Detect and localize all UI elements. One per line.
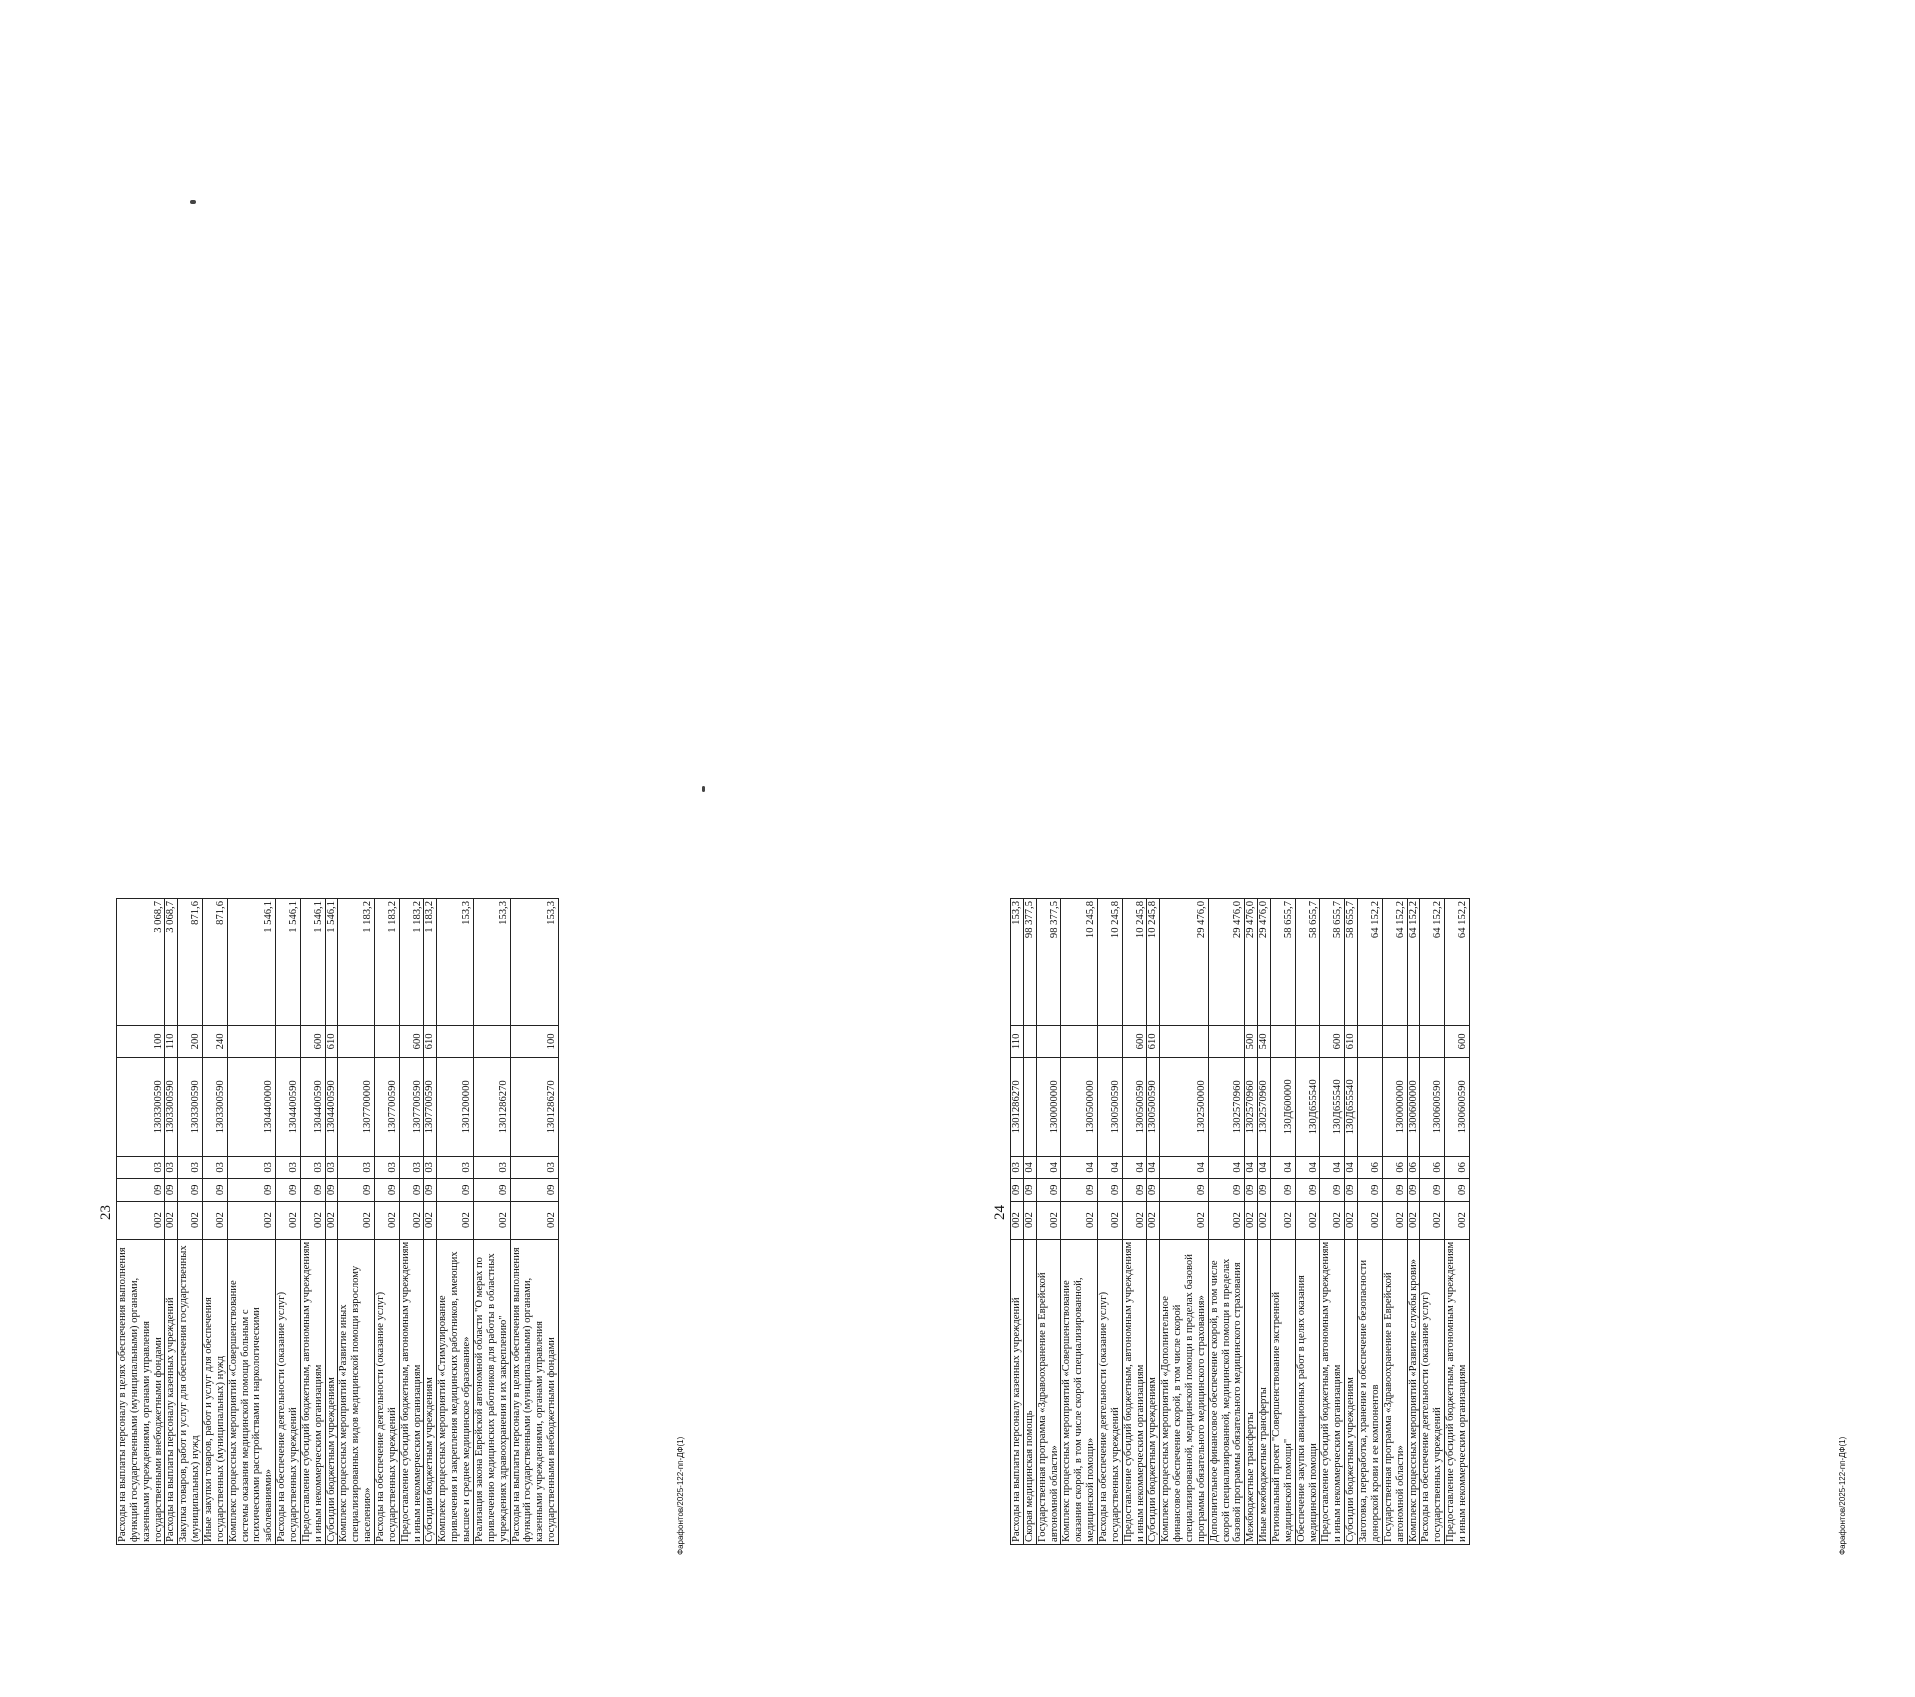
row-glava-cell: 002 (375, 1201, 400, 1239)
row-podrazdel-cell: 04 (1245, 1156, 1258, 1179)
row-celevaya-statya-cell: 1304400590 (300, 1058, 325, 1157)
row-celevaya-statya-cell: 1300600590 (1445, 1058, 1470, 1157)
row-glava-cell: 002 (1011, 1201, 1024, 1239)
row-sum-cell: 58 655,7 (1345, 899, 1358, 1026)
table-row (1147, 899, 1160, 1545)
row-podrazdel-cell: 04 (1258, 1156, 1271, 1179)
row-sum-cell: 98 377,5 (1036, 899, 1061, 1026)
row-glava-cell: 002 (1358, 1201, 1383, 1239)
row-podrazdel-cell: 03 (325, 1156, 338, 1179)
row-podrazdel-cell: 03 (424, 1156, 437, 1179)
row-vid-rashodov-cell (437, 1025, 474, 1057)
row-podrazdel-cell: 03 (375, 1156, 400, 1179)
row-vid-rashodov-cell: 110 (1011, 1025, 1024, 1057)
table-row (1245, 899, 1258, 1545)
row-glava-cell: 002 (227, 1201, 275, 1239)
row-sum-cell: 64 152,2 (1445, 899, 1470, 1026)
row-podrazdel-cell: 04 (1208, 1156, 1245, 1179)
table-row (1036, 899, 1061, 1545)
table-row (437, 899, 474, 1545)
row-podrazdel-cell: 03 (510, 1156, 558, 1179)
row-sum-cell: 64 152,2 (1420, 899, 1445, 1026)
row-glava-cell: 002 (1147, 1201, 1160, 1239)
row-podrazdel-cell: 04 (1160, 1156, 1208, 1179)
row-razdel-cell: 09 (178, 1179, 203, 1202)
row-sum-cell: 1 546,1 (325, 899, 338, 1026)
row-name-cell: Расходы на выплаты персоналу в целях обеспечения выполнения функций государственными (муниципальными) органами, казенными учреждениями, органами управления государственными внебюджетными фондами (510, 1239, 558, 1544)
row-name-cell: Расходы на обеспечение деятельности (оказание услуг) государственных учреждений (276, 1239, 301, 1544)
row-razdel-cell: 09 (276, 1179, 301, 1202)
row-razdel-cell: 09 (1258, 1179, 1271, 1202)
row-razdel-cell: 09 (1122, 1179, 1147, 1202)
row-glava-cell: 002 (203, 1201, 228, 1239)
row-name-cell: Межбюджетные трансферты (1245, 1239, 1258, 1544)
row-sum-cell: 871,6 (203, 899, 228, 1026)
row-celevaya-statya-cell: 1301286270 (473, 1058, 510, 1157)
row-celevaya-statya-cell: 1301286270 (1011, 1058, 1024, 1157)
row-razdel-cell: 09 (1036, 1179, 1061, 1202)
row-podrazdel-cell: 04 (1036, 1156, 1061, 1179)
document-page-24 (992, 895, 1915, 1555)
row-celevaya-statya-cell: 1300600590 (1420, 1058, 1445, 1157)
table-row (375, 899, 400, 1545)
table-row (1345, 899, 1358, 1545)
document-footer-code: Фарафонтов/2025-122-пп-ДФ(1) (676, 1436, 685, 1555)
row-razdel-cell: 09 (1245, 1179, 1258, 1202)
row-glava-cell: 002 (178, 1201, 203, 1239)
table-row (300, 899, 325, 1545)
scan-speck (190, 200, 196, 204)
row-sum-cell: 153,3 (473, 899, 510, 1026)
row-glava-cell: 002 (1271, 1201, 1296, 1239)
row-sum-cell: 3 068,7 (117, 899, 165, 1026)
row-name-cell: Дополнительное финансовое обеспечение скорой, в том числе скорой специализированной, медицинской помощи в пределах базовой программы обязательного медицинского страхования (1208, 1239, 1245, 1544)
row-razdel-cell: 09 (375, 1179, 400, 1202)
row-podrazdel-cell: 03 (117, 1156, 165, 1179)
table-row (1420, 899, 1445, 1545)
row-sum-cell: 29 476,0 (1258, 899, 1271, 1026)
row-glava-cell: 002 (165, 1201, 178, 1239)
table-row (473, 899, 510, 1545)
row-sum-cell: 153,3 (510, 899, 558, 1026)
row-razdel-cell: 09 (1407, 1179, 1420, 1202)
row-vid-rashodov-cell (1036, 1025, 1061, 1057)
budget-table-body (117, 899, 559, 1545)
row-podrazdel-cell: 03 (227, 1156, 275, 1179)
row-podrazdel-cell: 06 (1382, 1156, 1407, 1179)
row-celevaya-statya-cell: 1300500590 (1098, 1058, 1123, 1157)
row-sum-cell: 153,3 (1011, 899, 1024, 1026)
row-razdel-cell: 09 (1160, 1179, 1208, 1202)
row-razdel-cell: 09 (1382, 1179, 1407, 1202)
row-sum-cell: 871,6 (178, 899, 203, 1026)
row-celevaya-statya-cell: 1304400590 (325, 1058, 338, 1157)
row-celevaya-statya-cell: 1304400590 (276, 1058, 301, 1157)
row-podrazdel-cell: 03 (276, 1156, 301, 1179)
row-razdel-cell: 09 (1011, 1179, 1024, 1202)
row-name-cell: Предоставление субсидий бюджетным, автономным учреждениям и иным некоммерческим организациям (1445, 1239, 1470, 1544)
row-name-cell: Комплекс процессных мероприятий «Дополнительное финансовое обеспечение скорой, в том числе скорой специализированной, медицинской помощи в пределах базовой программы обязательного медицинского страхования» (1160, 1239, 1208, 1544)
row-vid-rashodov-cell: 600 (399, 1025, 424, 1057)
row-sum-cell: 29 476,0 (1208, 899, 1245, 1026)
row-podrazdel-cell: 06 (1407, 1156, 1420, 1179)
row-name-cell: Предоставление субсидий бюджетным, автономным учреждениям и иным некоммерческим организациям (399, 1239, 424, 1544)
row-celevaya-statya-cell: 1300000000 (1036, 1058, 1061, 1157)
row-podrazdel-cell: 04 (1023, 1156, 1036, 1179)
row-podrazdel-cell: 03 (399, 1156, 424, 1179)
row-glava-cell: 002 (473, 1201, 510, 1239)
row-glava-cell: 002 (1036, 1201, 1061, 1239)
document-footer-code: Фарафонтов/2025-122-пп-ДФ(1) (1838, 1436, 1847, 1555)
table-row (424, 899, 437, 1545)
row-name-cell: Предоставление субсидий бюджетным, автономным учреждениям и иным некоммерческим организациям (1320, 1239, 1345, 1544)
row-vid-rashodov-cell: 600 (300, 1025, 325, 1057)
table-row (325, 899, 338, 1545)
row-razdel-cell: 09 (1147, 1179, 1160, 1202)
row-glava-cell: 002 (424, 1201, 437, 1239)
row-vid-rashodov-cell: 610 (325, 1025, 338, 1057)
budget-table (116, 898, 559, 1545)
row-glava-cell: 002 (1295, 1201, 1320, 1239)
row-glava-cell: 002 (1023, 1201, 1036, 1239)
row-celevaya-statya-cell: 1303300590 (203, 1058, 228, 1157)
row-name-cell: Расходы на обеспечение деятельности (оказание услуг) государственных учреждений (375, 1239, 400, 1544)
table-row (1445, 899, 1470, 1545)
row-name-cell: Расходы на обеспечение деятельности (оказание услуг) государственных учреждений (1098, 1239, 1123, 1544)
row-sum-cell: 29 476,0 (1160, 899, 1208, 1026)
row-name-cell: Комплекс процессных мероприятий «Стимулирование привлечения и закрепления медицинских работников, имеющих высшее и среднее медицинское образование» (437, 1239, 474, 1544)
row-celevaya-statya-cell (1023, 1058, 1036, 1157)
row-glava-cell: 002 (1420, 1201, 1445, 1239)
row-sum-cell: 3 068,7 (165, 899, 178, 1026)
page-number: 23 (98, 1205, 114, 1220)
row-name-cell: Субсидии бюджетным учреждениям (325, 1239, 338, 1544)
table-row (1407, 899, 1420, 1545)
table-row (1295, 899, 1320, 1545)
row-podrazdel-cell: 04 (1098, 1156, 1123, 1179)
table-row (1122, 899, 1147, 1545)
row-podrazdel-cell: 06 (1420, 1156, 1445, 1179)
row-podrazdel-cell: 06 (1445, 1156, 1470, 1179)
row-glava-cell: 002 (1258, 1201, 1271, 1239)
row-celevaya-statya-cell: 1307700590 (399, 1058, 424, 1157)
row-name-cell: Расходы на обеспечение деятельности (оказание услуг) государственных учреждений (1420, 1239, 1445, 1544)
row-razdel-cell: 09 (165, 1179, 178, 1202)
row-glava-cell: 002 (117, 1201, 165, 1239)
row-celevaya-statya-cell: 1304400000 (227, 1058, 275, 1157)
row-sum-cell: 1 183,2 (399, 899, 424, 1026)
row-glava-cell: 002 (1320, 1201, 1345, 1239)
row-vid-rashodov-cell (338, 1025, 375, 1057)
table-row (338, 899, 375, 1545)
row-glava-cell: 002 (399, 1201, 424, 1239)
row-vid-rashodov-cell (1382, 1025, 1407, 1057)
row-vid-rashodov-cell (1358, 1025, 1383, 1057)
table-row (1023, 899, 1036, 1545)
table-row (1382, 899, 1407, 1545)
row-razdel-cell: 09 (437, 1179, 474, 1202)
row-vid-rashodov-cell: 600 (1320, 1025, 1345, 1057)
row-celevaya-statya-cell: 1301286270 (510, 1058, 558, 1157)
row-razdel-cell: 09 (1023, 1179, 1036, 1202)
table-row (203, 899, 228, 1545)
row-name-cell: Закупка товаров, работ и услуг для обеспечения государственных (муниципальных) нужд (178, 1239, 203, 1544)
row-name-cell: Расходы на выплаты персоналу казенных учреждений (165, 1239, 178, 1544)
row-sum-cell: 1 546,1 (276, 899, 301, 1026)
row-name-cell: Расходы на выплаты персоналу в целях обеспечения выполнения функций государственными (муниципальными) органами, казенными учреждениями, органами управления государственными внебюджетными фондами (117, 1239, 165, 1544)
row-celevaya-statya-cell: 1302500000 (1160, 1058, 1208, 1157)
row-celevaya-statya-cell: 130Д655540 (1345, 1058, 1358, 1157)
row-sum-cell: 58 655,7 (1271, 899, 1296, 1026)
row-podrazdel-cell: 04 (1345, 1156, 1358, 1179)
row-vid-rashodov-cell (276, 1025, 301, 1057)
row-name-cell: Региональный проект "Совершенствование экстренной медицинской помощи" (1271, 1239, 1296, 1544)
row-name-cell: Государственная программа «Здравоохранение в Еврейской автономной области» (1036, 1239, 1061, 1544)
row-celevaya-statya-cell: 1302570960 (1208, 1058, 1245, 1157)
table-row (399, 899, 424, 1545)
row-sum-cell: 153,3 (437, 899, 474, 1026)
row-celevaya-statya-cell: 1307700590 (424, 1058, 437, 1157)
table-row (1160, 899, 1208, 1545)
page-number: 24 (992, 1205, 1008, 1220)
row-sum-cell: 64 152,2 (1358, 899, 1383, 1026)
row-glava-cell: 002 (300, 1201, 325, 1239)
row-sum-cell: 10 245,8 (1122, 899, 1147, 1026)
table-row (1061, 899, 1098, 1545)
row-vid-rashodov-cell: 600 (1122, 1025, 1147, 1057)
row-vid-rashodov-cell (1420, 1025, 1445, 1057)
row-name-cell: Государственная программа «Здравоохранение в Еврейской автономной области» (1382, 1239, 1407, 1544)
row-razdel-cell: 09 (424, 1179, 437, 1202)
row-name-cell: Обеспечение закупки авиационных работ в целях оказания медицинской помощи (1295, 1239, 1320, 1544)
row-celevaya-statya-cell: 130Д600000 (1271, 1058, 1296, 1157)
row-glava-cell: 002 (1061, 1201, 1098, 1239)
row-vid-rashodov-cell (1208, 1025, 1245, 1057)
row-sum-cell: 29 476,0 (1245, 899, 1258, 1026)
row-name-cell: Иные закупки товаров, работ и услуг для обеспечения государственных (муниципальных) нужд (203, 1239, 228, 1544)
row-podrazdel-cell: 03 (300, 1156, 325, 1179)
row-podrazdel-cell: 03 (437, 1156, 474, 1179)
document-page-23 (98, 895, 756, 1555)
row-vid-rashodov-cell (473, 1025, 510, 1057)
table-row (1011, 899, 1024, 1545)
row-vid-rashodov-cell: 100 (117, 1025, 165, 1057)
row-glava-cell: 002 (1122, 1201, 1147, 1239)
row-celevaya-statya-cell: 1307700000 (338, 1058, 375, 1157)
row-podrazdel-cell: 04 (1320, 1156, 1345, 1179)
row-podrazdel-cell: 03 (178, 1156, 203, 1179)
row-sum-cell: 58 655,7 (1320, 899, 1345, 1026)
row-razdel-cell: 09 (1208, 1179, 1245, 1202)
row-celevaya-statya-cell: 1301200000 (437, 1058, 474, 1157)
row-celevaya-statya-cell: 1300500590 (1122, 1058, 1147, 1157)
row-celevaya-statya-cell: 1307700590 (375, 1058, 400, 1157)
row-razdel-cell: 09 (1061, 1179, 1098, 1202)
budget-table-body (1011, 899, 1470, 1545)
row-sum-cell: 58 655,7 (1295, 899, 1320, 1026)
table-row (1258, 899, 1271, 1545)
row-glava-cell: 002 (1407, 1201, 1420, 1239)
row-name-cell: Предоставление субсидий бюджетным, автономным учреждениям и иным некоммерческим организациям (1122, 1239, 1147, 1544)
row-vid-rashodov-cell (1295, 1025, 1320, 1057)
scan-speck (702, 786, 705, 792)
row-celevaya-statya-cell: 1300000000 (1382, 1058, 1407, 1157)
row-glava-cell: 002 (1245, 1201, 1258, 1239)
row-sum-cell: 10 245,8 (1098, 899, 1123, 1026)
row-name-cell: Предоставление субсидий бюджетным, автономным учреждениям и иным некоммерческим организациям (300, 1239, 325, 1544)
row-razdel-cell: 09 (473, 1179, 510, 1202)
row-celevaya-statya-cell (1358, 1058, 1383, 1157)
row-celevaya-statya-cell: 1302570960 (1245, 1058, 1258, 1157)
row-vid-rashodov-cell: 100 (510, 1025, 558, 1057)
row-glava-cell: 002 (1345, 1201, 1358, 1239)
row-celevaya-statya-cell: 1303300590 (178, 1058, 203, 1157)
table-row (276, 899, 301, 1545)
row-sum-cell: 64 152,2 (1382, 899, 1407, 1026)
row-razdel-cell: 09 (117, 1179, 165, 1202)
row-name-cell: Субсидии бюджетным учреждениям (1147, 1239, 1160, 1544)
row-sum-cell: 1 183,2 (338, 899, 375, 1026)
row-sum-cell: 1 546,1 (227, 899, 275, 1026)
row-name-cell: Скорая медицинская помощь (1023, 1239, 1036, 1544)
row-vid-rashodov-cell (1098, 1025, 1123, 1057)
row-vid-rashodov-cell (1023, 1025, 1036, 1057)
row-name-cell: Комплекс процессных мероприятий «Совершенствование системы оказания медицинской помощи больным с психическими расстройствами и наркологическими заболеваниями» (227, 1239, 275, 1544)
table-row (117, 899, 165, 1545)
row-podrazdel-cell: 06 (1358, 1156, 1383, 1179)
row-vid-rashodov-cell (1407, 1025, 1420, 1057)
row-podrazdel-cell: 04 (1061, 1156, 1098, 1179)
row-podrazdel-cell: 03 (1011, 1156, 1024, 1179)
row-name-cell: Субсидии бюджетным учреждениям (1345, 1239, 1358, 1544)
table-row (1098, 899, 1123, 1545)
row-glava-cell: 002 (1160, 1201, 1208, 1239)
row-celevaya-statya-cell: 1300500000 (1061, 1058, 1098, 1157)
row-sum-cell: 1 183,2 (375, 899, 400, 1026)
row-sum-cell: 64 152,2 (1407, 899, 1420, 1026)
row-glava-cell: 002 (1445, 1201, 1470, 1239)
row-glava-cell: 002 (1208, 1201, 1245, 1239)
row-razdel-cell: 09 (300, 1179, 325, 1202)
row-sum-cell: 1 183,2 (424, 899, 437, 1026)
row-name-cell: Иные межбюджетные трансферты (1258, 1239, 1271, 1544)
row-name-cell: Комплекс процессных мероприятий «Развитие иных специализированных видов медицинской помощи взрослому населению» (338, 1239, 375, 1544)
row-celevaya-statya-cell: 1302570960 (1258, 1058, 1271, 1157)
row-vid-rashodov-cell: 200 (178, 1025, 203, 1057)
row-razdel-cell: 09 (1271, 1179, 1296, 1202)
row-name-cell: Комплекс процессных мероприятий «Совершенствование оказания скорой, в том числе скорой специализированной, медицинской помощи» (1061, 1239, 1098, 1544)
row-name-cell: Комплекс процессных мероприятий «Развитие службы крови» (1407, 1239, 1420, 1544)
row-vid-rashodov-cell: 600 (1445, 1025, 1470, 1057)
row-razdel-cell: 09 (227, 1179, 275, 1202)
row-razdel-cell: 09 (1358, 1179, 1383, 1202)
row-celevaya-statya-cell: 130Д655540 (1295, 1058, 1320, 1157)
row-sum-cell: 10 245,8 (1147, 899, 1160, 1026)
row-name-cell: Расходы на выплаты персоналу казенных учреждений (1011, 1239, 1024, 1544)
row-podrazdel-cell: 04 (1122, 1156, 1147, 1179)
row-glava-cell: 002 (325, 1201, 338, 1239)
row-glava-cell: 002 (1098, 1201, 1123, 1239)
row-podrazdel-cell: 03 (473, 1156, 510, 1179)
row-vid-rashodov-cell: 610 (1147, 1025, 1160, 1057)
row-celevaya-statya-cell: 1303300590 (165, 1058, 178, 1157)
budget-table (1010, 898, 1470, 1545)
row-glava-cell: 002 (437, 1201, 474, 1239)
row-vid-rashodov-cell (375, 1025, 400, 1057)
row-vid-rashodov-cell (227, 1025, 275, 1057)
table-row (1271, 899, 1296, 1545)
table-row (165, 899, 178, 1545)
row-razdel-cell: 09 (1420, 1179, 1445, 1202)
table-row (1358, 899, 1383, 1545)
row-name-cell: Субсидии бюджетным учреждениям (424, 1239, 437, 1544)
row-vid-rashodov-cell: 610 (424, 1025, 437, 1057)
row-celevaya-statya-cell: 130Д655540 (1320, 1058, 1345, 1157)
row-glava-cell: 002 (276, 1201, 301, 1239)
row-name-cell: Заготовка, переработка, хранение и обеспечение безопасности донорской крови и ее компонентов (1358, 1239, 1383, 1544)
row-razdel-cell: 09 (399, 1179, 424, 1202)
row-razdel-cell: 09 (1445, 1179, 1470, 1202)
row-sum-cell: 10 245,8 (1061, 899, 1098, 1026)
row-name-cell: Реализация закона Еврейской автономной области "О мерах по привлечению медицинских работников для работы в областных учреждениях здравоохранения и их закреплению" (473, 1239, 510, 1544)
row-razdel-cell: 09 (203, 1179, 228, 1202)
row-razdel-cell: 09 (510, 1179, 558, 1202)
row-razdel-cell: 09 (325, 1179, 338, 1202)
table-row (510, 899, 558, 1545)
row-razdel-cell: 09 (338, 1179, 375, 1202)
row-razdel-cell: 09 (1345, 1179, 1358, 1202)
row-razdel-cell: 09 (1320, 1179, 1345, 1202)
row-podrazdel-cell: 03 (165, 1156, 178, 1179)
row-podrazdel-cell: 04 (1271, 1156, 1296, 1179)
table-row (178, 899, 203, 1545)
table-row (1208, 899, 1245, 1545)
row-podrazdel-cell: 04 (1147, 1156, 1160, 1179)
row-glava-cell: 002 (510, 1201, 558, 1239)
row-vid-rashodov-cell (1160, 1025, 1208, 1057)
row-celevaya-statya-cell: 1300600000 (1407, 1058, 1420, 1157)
row-podrazdel-cell: 03 (203, 1156, 228, 1179)
row-razdel-cell: 09 (1098, 1179, 1123, 1202)
row-vid-rashodov-cell: 110 (165, 1025, 178, 1057)
row-vid-rashodov-cell: 540 (1258, 1025, 1271, 1057)
row-celevaya-statya-cell: 1303300590 (117, 1058, 165, 1157)
row-celevaya-statya-cell: 1300500590 (1147, 1058, 1160, 1157)
row-vid-rashodov-cell: 500 (1245, 1025, 1258, 1057)
row-vid-rashodov-cell (1061, 1025, 1098, 1057)
row-sum-cell: 98 377,5 (1023, 899, 1036, 1026)
table-row (227, 899, 275, 1545)
row-vid-rashodov-cell: 610 (1345, 1025, 1358, 1057)
row-podrazdel-cell: 03 (338, 1156, 375, 1179)
row-vid-rashodov-cell (1271, 1025, 1296, 1057)
row-glava-cell: 002 (338, 1201, 375, 1239)
row-glava-cell: 002 (1382, 1201, 1407, 1239)
row-sum-cell: 1 546,1 (300, 899, 325, 1026)
table-row (1320, 899, 1345, 1545)
row-razdel-cell: 09 (1295, 1179, 1320, 1202)
row-podrazdel-cell: 04 (1295, 1156, 1320, 1179)
row-vid-rashodov-cell: 240 (203, 1025, 228, 1057)
